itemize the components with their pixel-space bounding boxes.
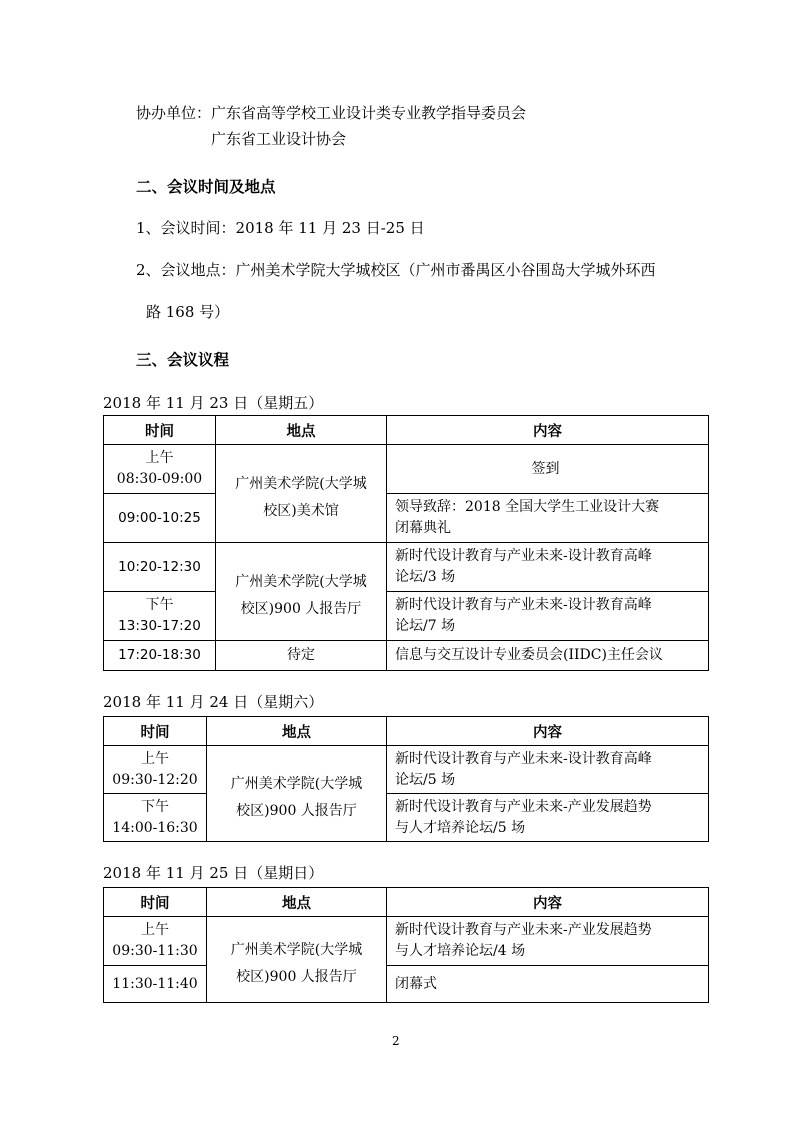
organizers-line1 bbox=[136, 103, 526, 123]
time-cell bbox=[104, 794, 207, 842]
time-range: 11:30-11:40 bbox=[112, 975, 198, 992]
content-line: 与人才培养论坛/4 场 bbox=[395, 943, 526, 959]
table-row bbox=[104, 641, 709, 671]
location-line: 待定 bbox=[287, 647, 315, 663]
content-cell bbox=[387, 966, 709, 1003]
location-line: 校区)900 人报告厅 bbox=[240, 600, 362, 617]
content-cell bbox=[387, 494, 709, 543]
organizers-label: 协办单位： bbox=[136, 104, 212, 122]
content-cell bbox=[387, 746, 709, 794]
content-cell bbox=[387, 543, 709, 592]
table-header-row bbox=[104, 717, 709, 746]
time-cell bbox=[104, 641, 216, 671]
location-line: 校区)900 人报告厅 bbox=[236, 968, 357, 985]
location-line: 广州美术学院(大学城 bbox=[230, 941, 363, 958]
table-row bbox=[104, 746, 709, 794]
agenda-table-day3 bbox=[103, 887, 709, 1003]
location-line: 广州美术学院(大学城 bbox=[235, 475, 367, 492]
table-row bbox=[104, 794, 709, 842]
header-content: 内容 bbox=[387, 717, 709, 746]
header-time: 时间 bbox=[104, 717, 207, 746]
time-range: 14:00-16:30 bbox=[112, 819, 198, 836]
table-row bbox=[104, 966, 709, 1003]
content-line: 论坛/7 场 bbox=[395, 618, 456, 634]
time-cell bbox=[104, 746, 207, 794]
meeting-place-item: 2、会议地点：广州美术学院大学城校区（广州市番禺区小谷围岛大学城外环西 bbox=[136, 261, 656, 279]
time-range: 09:30-12:20 bbox=[112, 771, 198, 788]
content-line: 新时代设计教育与产业未来-设计教育高峰 bbox=[395, 750, 652, 767]
time-range: 08:30-09:00 bbox=[116, 471, 203, 487]
content-line: 新时代设计教育与产业未来-设计教育高峰 bbox=[395, 597, 652, 613]
section-heading-agenda: 三、会议议程 bbox=[136, 351, 230, 369]
day-date: 2018 年 11 月 24 日（星期六） bbox=[103, 693, 324, 711]
location-cell bbox=[216, 445, 387, 543]
content-line: 信息与交互设计专业委员会(IIDC)主任会议 bbox=[395, 647, 663, 663]
content-cell bbox=[387, 592, 709, 641]
content-line: 论坛/3 场 bbox=[395, 569, 456, 585]
table-header-row bbox=[104, 416, 709, 445]
section-heading-time-place: 二、会议时间及地点 bbox=[136, 178, 276, 196]
organizers-name-1: 广东省高等学校工业设计类专业教学指导委员会 bbox=[211, 104, 527, 122]
location-line: 广州美术学院(大学城 bbox=[230, 775, 363, 792]
time-cell bbox=[104, 445, 216, 494]
content-line: 闭幕典礼 bbox=[395, 520, 451, 536]
table-row bbox=[104, 543, 709, 592]
location-cell bbox=[216, 543, 387, 641]
agenda-table-day1 bbox=[103, 415, 709, 671]
meeting-place-item-cont: 路 168 号） bbox=[146, 303, 230, 321]
time-range: 10:20-12:30 bbox=[118, 558, 201, 575]
time-period: 上午 bbox=[145, 450, 174, 466]
header-location: 地点 bbox=[207, 717, 387, 746]
content-line: 新时代设计教育与产业未来-设计教育高峰 bbox=[395, 548, 652, 564]
time-range: 09:00-10:25 bbox=[118, 509, 201, 526]
day-date: 2018 年 11 月 25 日（星期日） bbox=[103, 864, 324, 882]
header-time: 时间 bbox=[104, 416, 216, 445]
time-period: 上午 bbox=[141, 922, 169, 938]
location-line: 广州美术学院(大学城 bbox=[235, 573, 367, 590]
time-cell bbox=[104, 592, 216, 641]
table-row bbox=[104, 494, 709, 543]
content-line: 领导致辞：2018 全国大学生工业设计大赛 bbox=[395, 499, 660, 515]
location-line: 校区)美术馆 bbox=[263, 502, 339, 519]
header-content: 内容 bbox=[387, 416, 709, 445]
meeting-time-item: 1、会议时间：2018 年 11 月 23 日-25 日 bbox=[136, 219, 425, 237]
time-range: 09:30-11:30 bbox=[112, 943, 198, 959]
content-cell bbox=[387, 917, 709, 966]
time-cell bbox=[104, 917, 207, 966]
header-content: 内容 bbox=[387, 888, 709, 917]
time-period: 下午 bbox=[145, 597, 174, 613]
header-location: 地点 bbox=[216, 416, 387, 445]
time-cell bbox=[104, 966, 207, 1003]
location-cell bbox=[207, 746, 387, 842]
time-period: 上午 bbox=[141, 750, 169, 767]
time-cell bbox=[104, 494, 216, 543]
header-location: 地点 bbox=[207, 888, 387, 917]
content-cell bbox=[387, 794, 709, 842]
time-cell bbox=[104, 543, 216, 592]
location-cell bbox=[216, 641, 387, 671]
time-period: 下午 bbox=[141, 798, 169, 815]
time-range: 13:30-17:20 bbox=[118, 618, 201, 634]
content-line: 签到 bbox=[531, 460, 560, 477]
content-cell bbox=[387, 445, 709, 494]
header-time: 时间 bbox=[104, 888, 207, 917]
content-cell bbox=[387, 641, 709, 671]
table-row bbox=[104, 592, 709, 641]
day-date: 2018 年 11 月 23 日（星期五） bbox=[103, 394, 324, 412]
page-number: 2 bbox=[392, 1034, 400, 1048]
location-line: 校区)900 人报告厅 bbox=[236, 802, 357, 819]
table-header-row bbox=[104, 888, 709, 917]
location-cell bbox=[207, 917, 387, 1003]
table-row bbox=[104, 445, 709, 494]
agenda-table-day2 bbox=[103, 716, 709, 842]
content-line: 新时代设计教育与产业未来-产业发展趋势 bbox=[395, 922, 652, 938]
content-line: 闭幕式 bbox=[395, 975, 437, 992]
organizers-name-2: 广东省工业设计协会 bbox=[211, 130, 347, 148]
table-row bbox=[104, 917, 709, 966]
time-range: 17:20-18:30 bbox=[118, 647, 201, 663]
content-line: 与人才培养论坛/5 场 bbox=[395, 819, 526, 836]
content-line: 论坛/5 场 bbox=[395, 771, 456, 788]
content-line: 新时代设计教育与产业未来-产业发展趋势 bbox=[395, 798, 652, 815]
